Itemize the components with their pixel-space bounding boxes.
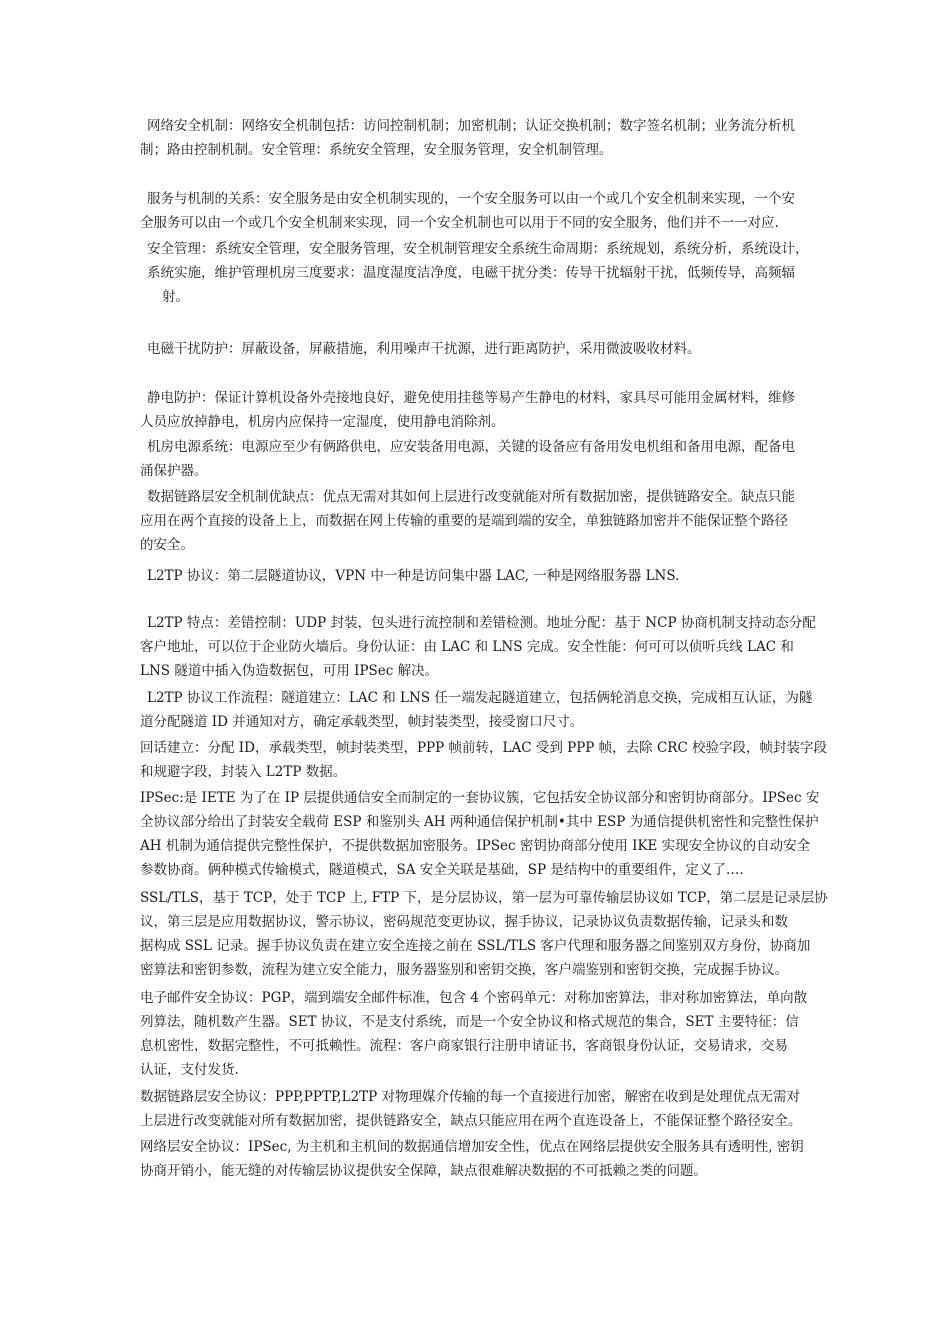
text-line: 客户地址，可以位于企业防火墙后。身份认证：由 LAC 和 LNS 完成。安全性能：何可可以侦听兵线 LAC 和 (140, 639, 794, 655)
text-line: SSL/TLS，基于 TCP，处于 TCP 上, FTP 下，是分层协议，第一层为可靠传输层协议如 TCP，第二层是记录层协 (140, 890, 828, 906)
paragraph-datalink-mechanism (140, 485, 795, 557)
text-line: 网络层安全协议：IPSec, 为主机和主机间的数据通信增加安全性，优点在网络层提供安全服务具有透明性, 密钥 (140, 1139, 804, 1155)
text-line: 参数协商。俩种模式传输模式，隧道模式，SA 安全关联是基础，SP 是结构中的重要组件，定义了…. (140, 862, 744, 878)
paragraph-service-mechanism-relation (140, 187, 795, 235)
text-line: 数据链路层安全机制优缺点：优点无需对其如何上层进行改变就能对所有数据加密，提供链路安全。缺点只能 (147, 489, 795, 505)
text-line: 回话建立：分配 ID，承载类型，帧封装类型，PPP 帧前转，LAC 受到 PPP 帧，去除 CRC 校验字段，帧封装字段 (140, 740, 828, 756)
paragraph-datalink-protocols (140, 1085, 802, 1133)
text-line: 全服务可以由一个或几个安全机制来实现，同一个安全机制也可以用于不同的安全服务，他们并不一一对应. (140, 215, 779, 231)
paragraph-session-setup (140, 736, 827, 784)
paragraph-static-protection (140, 386, 795, 434)
paragraph-ssl-tls (140, 886, 828, 982)
text-line: 全协议部分给出了封装安全载荷 ESP 和鉴别头 AH 两种通信保护机制•其中 ESP 为通信提供机密性和完整性保护 (140, 814, 819, 830)
paragraph-l2tp-features (140, 611, 816, 683)
text-line: 据构成 SSL 记录。握手协议负责在建立安全连接之前在 SSL/TLS 客户代理和服务器之间鉴别双方身份，协商加 (140, 938, 811, 954)
text-line: 道分配隧道 ID 并通知对方，确定承载类型，帧封装类型，接受窗口尺寸。 (140, 714, 584, 730)
paragraph-network-layer-protocols (140, 1135, 804, 1183)
text-line: 服务与机制的关系：安全服务是由安全机制实现的，一个安全服务可以由一个或几个安全机制来实现，一个安 (147, 191, 795, 207)
text-line: L2TP 协议：第二层隧道协议，VPN 中一种是访问集中器 LAC, 一种是网络服务器 LNS. (147, 568, 680, 584)
text-line: 息机密性，数据完整性，不可抵赖性。流程：客户商家银行注册申请证书，客商银身份认证，交易请求，交易 (140, 1038, 788, 1054)
paragraph-power-system (140, 435, 795, 483)
text-line: 涌保护器。 (140, 463, 208, 479)
paragraph-ipsec (140, 786, 819, 882)
text-line: 上层进行改变就能对所有数据加密，提供链路安全，缺点只能应用在两个直连设备上，不能保证整个路径安全。 (140, 1113, 802, 1129)
text-line: IPSec:是 IETE 为了在 IP 层提供通信安全而制定的一套协议簇，它包括安全协议部分和密钥协商部分。IPSec 安 (140, 790, 820, 806)
text-line: LNS 隧道中插入伪造数据包，可用 IPSec 解决。 (140, 663, 439, 679)
paragraph-security-mechanisms (140, 114, 795, 162)
paragraph-l2tp-protocol (147, 564, 679, 588)
text-line: 议，第三层是应用数据协议，警示协议，密码规范变更协议，握手协议，记录协议负责数据传输，记录头和数 (140, 914, 788, 930)
text-line: AH 机制为通信提供完整性保护，不提供数据加密服务。IPSec 密钥协商部分使用 IKE 实现安全协议的自动安全 (140, 838, 811, 854)
text-line: L2TP 协议工作流程：隧道建立：LAC 和 LNS 任一端发起隧道建立，包括俩轮消息交换，完成相互认证，为隧 (147, 690, 813, 706)
text-line: 的安全。 (140, 537, 194, 553)
text-line: 密算法和密钥参数，流程为建立安全能力，服务器鉴别和密钥交换，客户端鉴别和密钥交换，完成握手协议。 (140, 962, 788, 978)
text-line: 认证，支付发货. (140, 1062, 239, 1078)
text-line: 机房电源系统：电源应至少有俩路供电，应安装备用电源，关键的设备应有备用发电机组和备用电源，配备电 (147, 439, 795, 455)
paragraph-emi-protection (147, 337, 701, 361)
text-line: 列算法，随机数产生器。SET 协议，不是支付系统，而是一个安全协议和格式规范的集合，SET 主要特征：信 (140, 1014, 799, 1030)
text-line: 系统实施，维护管理机房三度要求：温度湿度洁净度，电磁干扰分类：传导干扰辐射干扰，低频传导，高频辐 (147, 265, 795, 281)
text-line: 电磁干扰防护：屏蔽设备，屏蔽措施，利用噪声干扰源，进行距离防护，采用微波吸收材料。 (147, 341, 701, 357)
text-line: 网络安全机制：网络安全机制包括：访问控制机制；加密机制；认证交换机制；数字签名机制；业务流分析机 (147, 118, 795, 134)
text-line: 和规避字段，封装入 L2TP 数据。 (140, 764, 347, 780)
text-line: 射。 (162, 289, 189, 305)
paragraph-l2tp-workflow (140, 686, 813, 734)
text-line: 制；路由控制机制。安全管理：系统安全管理，安全服务管理，安全机制管理。 (140, 142, 613, 158)
paragraph-email-security (140, 986, 807, 1082)
text-line: 协商开销小，能无缝的对传输层协议提供安全保障，缺点很难解决数据的不可抵赖之类的问题。 (140, 1163, 707, 1179)
text-line: 安全管理：系统安全管理，安全服务管理，安全机制管理安全系统生命周期：系统规划，系统分析，系统设计， (147, 241, 809, 257)
text-line: 数据链路层安全协议：PPP,PPTP,L2TP 对物理媒介传输的每一个直接进行加密，解密在收到是处理优点无需对 (140, 1089, 801, 1105)
text-line: 人员应放掉静电，机房内应保持一定湿度，使用静电消除剂。 (140, 414, 505, 430)
paragraph-security-management (147, 237, 809, 309)
text-line: 电子邮件安全协议：PGP，端到端安全邮件标准，包含 4 个密码单元：对称加密算法，非对称加密算法，单向散 (140, 990, 808, 1006)
text-line: L2TP 特点：差错控制：UDP 封装，包头进行流控制和差错检测。地址分配：基于 NCP 协商机制支持动态分配 (147, 615, 816, 631)
text-line: 静电防护：保证计算机设备外壳接地良好，避免使用挂毯等易产生静电的材料，家具尽可能用金属材料，维修 (147, 390, 795, 406)
text-line: 应用在两个直接的设备上上，而数据在网上传输的重要的是端到端的安全，单独链路加密并不能保证整个路径 (140, 513, 788, 529)
